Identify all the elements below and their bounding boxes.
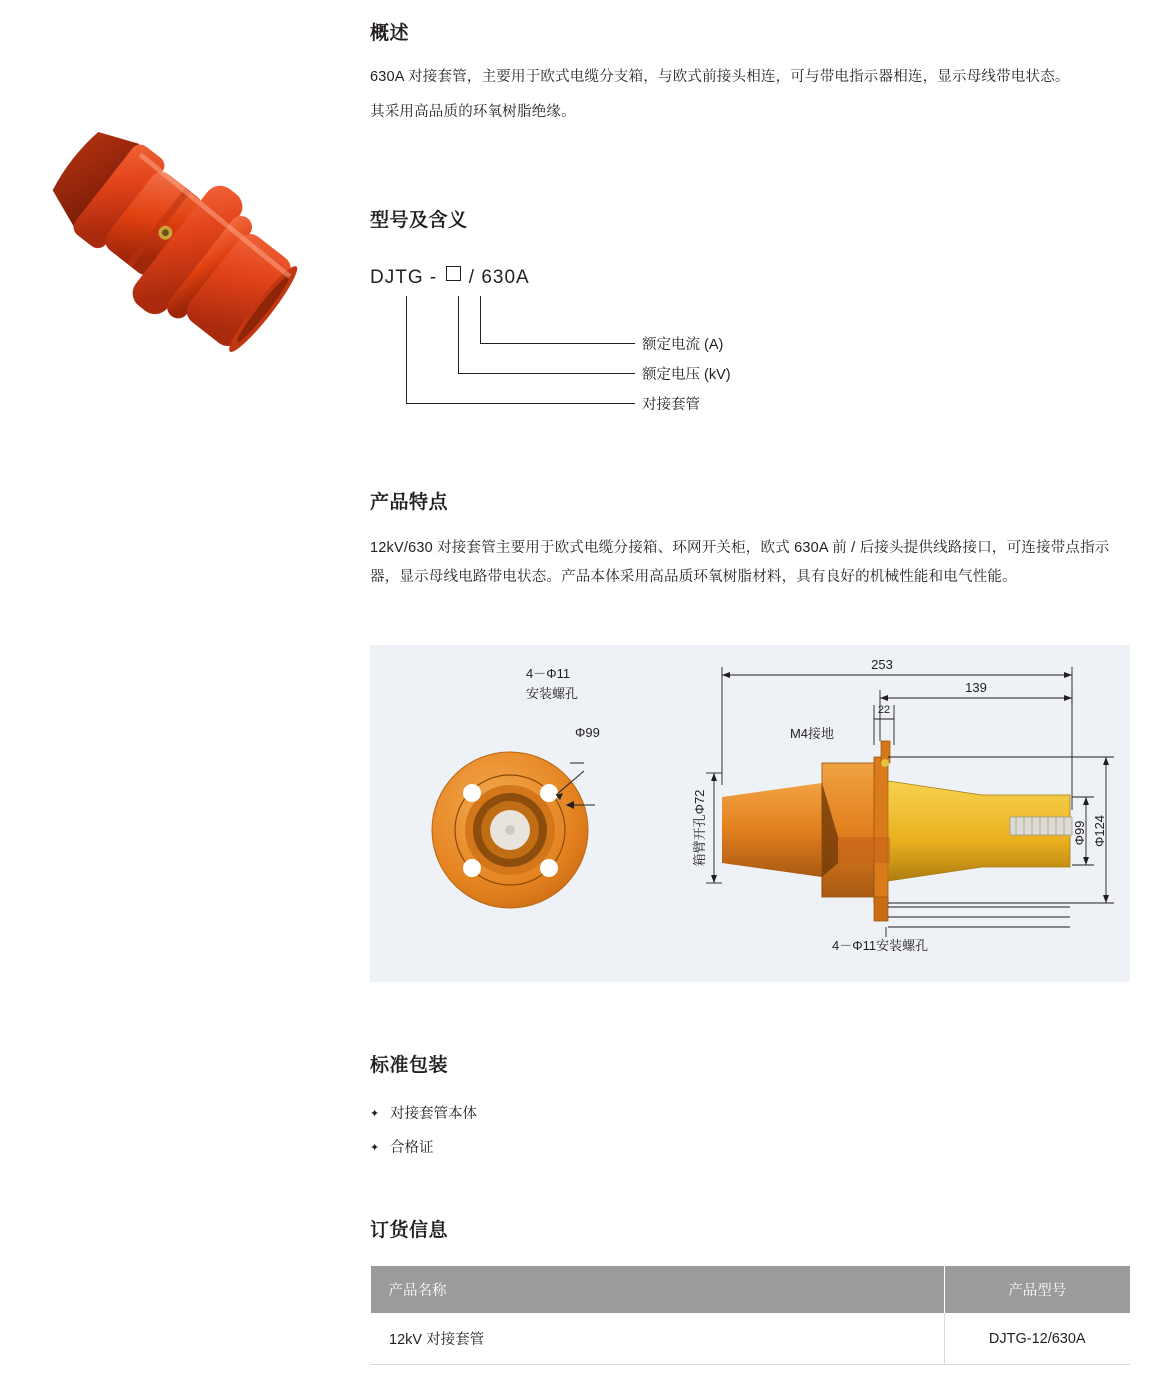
dim-dia-99: Φ99 bbox=[1072, 820, 1087, 846]
model-code-placeholder-box bbox=[446, 266, 461, 281]
side-view bbox=[722, 741, 1072, 921]
table-header-product-name: 产品名称 bbox=[371, 1266, 945, 1313]
section-features bbox=[370, 487, 1130, 592]
list-item: ✦ 对接套管本体 bbox=[370, 1097, 1130, 1131]
front-hole-label-line2: 安装螺孔 bbox=[526, 686, 579, 701]
packing-list bbox=[370, 1097, 1130, 1165]
dim-dia-124: Φ124 bbox=[1092, 814, 1107, 848]
features-title: 产品特点 bbox=[370, 492, 449, 513]
label-bushing-type: 对接套管 bbox=[642, 397, 700, 413]
section-overview bbox=[370, 18, 1130, 127]
label-bottom-holes: 4－Φ11安装螺孔 bbox=[832, 938, 929, 953]
dim-total-length: 253 bbox=[871, 657, 893, 672]
model-code-diagram bbox=[370, 266, 1130, 436]
leader-voltage-horizontal bbox=[458, 373, 635, 374]
dim-partial-length: 139 bbox=[965, 680, 987, 695]
leader-type-horizontal bbox=[406, 403, 635, 404]
section-order bbox=[370, 1215, 1130, 1365]
front-view bbox=[432, 666, 600, 908]
front-diameter-label: Φ99 bbox=[575, 725, 600, 740]
table-header-row bbox=[371, 1266, 1131, 1313]
dim-small: 22 bbox=[877, 704, 891, 716]
cell-product-model: DJTG-12/630A bbox=[944, 1313, 1130, 1365]
list-item: ✦ 合格证 bbox=[370, 1131, 1130, 1165]
leader-type-vertical bbox=[406, 296, 407, 404]
table-header-product-model: 产品型号 bbox=[944, 1266, 1130, 1313]
model-code-prefix: DJTG - bbox=[370, 267, 444, 288]
leader-current-vertical bbox=[480, 296, 481, 344]
model-code-text bbox=[370, 266, 530, 289]
packing-title: 标准包装 bbox=[370, 1055, 449, 1076]
features-paragraph: 12kV/630 对接套管主要用于欧式电缆分接箱、环网开关柜，欧式 630A 前 / 后接头提供线路接口，可连接带点指示器，显示母线电路带电状态。产品本体采用高品质环氧树脂材料，具有良好的机械性能和电气性能。 bbox=[370, 540, 1110, 585]
cell-product-name: 12kV 对接套管 bbox=[371, 1313, 945, 1365]
front-hole-label-line1: 4－Φ11 bbox=[526, 666, 571, 681]
technical-drawing bbox=[370, 645, 1130, 982]
product-photo-image bbox=[5, 70, 335, 400]
table-row bbox=[371, 1313, 1131, 1365]
model-title: 型号及含义 bbox=[370, 210, 468, 231]
bushing-illustration bbox=[5, 70, 335, 400]
label-rated-voltage: 额定电压 (kV) bbox=[642, 367, 731, 383]
order-table bbox=[370, 1266, 1130, 1365]
label-bore: 箱臂开孔Φ72 bbox=[692, 789, 707, 867]
label-rated-current: 额定电流 (A) bbox=[642, 337, 724, 353]
leader-voltage-vertical bbox=[458, 296, 459, 374]
model-code-suffix: / 630A bbox=[462, 267, 530, 288]
order-title: 订货信息 bbox=[370, 1220, 449, 1241]
section-packing bbox=[370, 1050, 1130, 1165]
technical-drawing-panel bbox=[370, 645, 1130, 982]
product-photo bbox=[0, 60, 350, 400]
overview-title: 概述 bbox=[370, 23, 410, 44]
leader-current-horizontal bbox=[480, 343, 635, 344]
label-m4-ground: M4接地 bbox=[789, 726, 835, 741]
section-model bbox=[370, 205, 1130, 436]
overview-paragraph-2: 其采用高品质的环氧树脂绝缘。 bbox=[370, 104, 576, 120]
overview-paragraph-1: 630A 对接套管，主要用于欧式电缆分支箱，与欧式前接头相连，可与带电指示器相连，显示母线带电状态。 bbox=[370, 69, 1070, 85]
